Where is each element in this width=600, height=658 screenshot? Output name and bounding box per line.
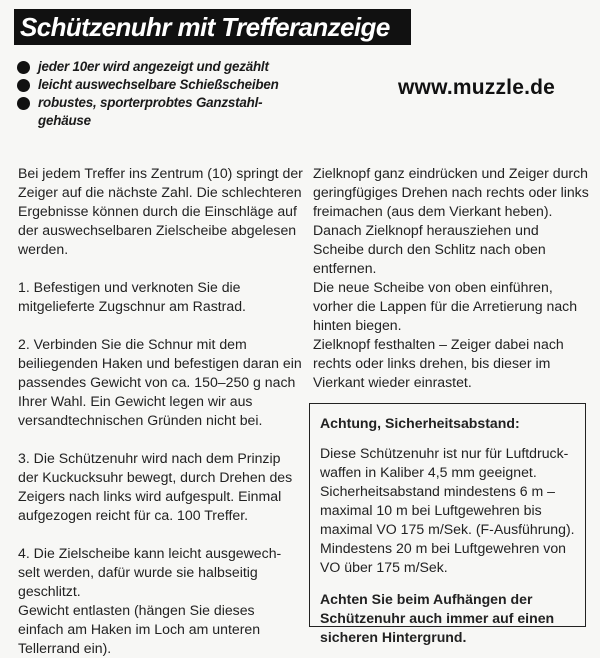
- page-title: Schützenuhr mit Trefferanzeige: [14, 9, 411, 45]
- website-url: www.muzzle.de: [398, 76, 556, 99]
- safety-warning-box: [309, 403, 586, 645]
- bullet-icon: [17, 79, 30, 92]
- step-4: 4. Die Zielscheibe kann leicht ausgewech-selt werden, dafür wurde sie halbseitig geschlitzt.: [18, 545, 282, 599]
- step-3: 3. Die Schützenuhr wird nach dem Prinzip der Kuckucksuhr bewegt, durch Drehen des Zeigers nach links wird aufgespult. Einmal aufgezogen reicht für ca. 100 Treffer.: [18, 450, 293, 523]
- warning-title: Achtung, Sicherheitsabstand:: [320, 415, 520, 431]
- feature-text: jeder 10er wird angezeigt und gezählt: [38, 59, 269, 74]
- instructions-left-column: [18, 164, 303, 658]
- feature-item: [17, 76, 317, 94]
- right-paragraph-1: Zielknopf ganz eindrücken und Zeiger durch geringfügiges Drehen nach rechts oder links freimachen (aus dem Vierkant heben). Danach Zielknopf herausziehen und Scheibe durch den Schlitz nach oben entfernen.: [313, 165, 589, 276]
- feature-list: [17, 58, 317, 130]
- warning-body: Diese Schützenuhr ist nur für Luftdruck-waffen in Kaliber 4,5 mm geeignet. Sicherheitsabstand mindestens 6 m – maximal 10 m bei Luftgewehren bis maximal VO 175 m/Sek. (F-Ausführung). Mindestens 20 m bei Luftgewehren von VO über 175 m/Sek.: [320, 445, 575, 575]
- step-1: 1. Befestigen und verknoten Sie die mitgelieferte Zugschnur am Rastrad.: [18, 279, 246, 314]
- instructions-right-column: [313, 164, 589, 392]
- intro-paragraph: Bei jedem Treffer ins Zentrum (10) springt der Zeiger auf die nächste Zahl. Die schlechteren Ergebnisse können durch die Einschläge auf der auswechselbaren Zielscheibe abgelesen werden.: [18, 165, 303, 257]
- step-4-continued: Gewicht entlasten (hängen Sie dieses einfach am Haken im Loch am unteren Tellerrand ein).: [18, 602, 261, 656]
- right-paragraph-3: Zielknopf festhalten – Zeiger dabei nach rechts oder links drehen, bis dieser im Vierkant wieder einrastet.: [313, 336, 564, 390]
- bullet-icon: [17, 97, 30, 110]
- feature-item: [17, 58, 317, 76]
- bullet-icon: [17, 61, 30, 74]
- warning-note: Achten Sie beim Aufhängen der Schützenuhr auch immer auf einen sicheren Hintergrund.: [320, 591, 555, 645]
- step-2: 2. Verbinden Sie die Schnur mit dem beiliegenden Haken und befestigen daran ein passendes Gewicht von ca. 150–250 g nach Ihrer Wahl. Ein Gewicht legen wir aus versandtechnischen Gründen nicht bei.: [18, 336, 302, 428]
- feature-text: leicht auswechselbare Schießscheiben: [38, 77, 279, 92]
- feature-text: robustes, sporterprobtes Ganzstahl- gehäuse: [38, 95, 263, 128]
- right-paragraph-2: Die neue Scheibe von oben einführen, vorher die Lappen für die Arretierung nach hinten biegen.: [313, 279, 578, 333]
- feature-item: [17, 94, 317, 130]
